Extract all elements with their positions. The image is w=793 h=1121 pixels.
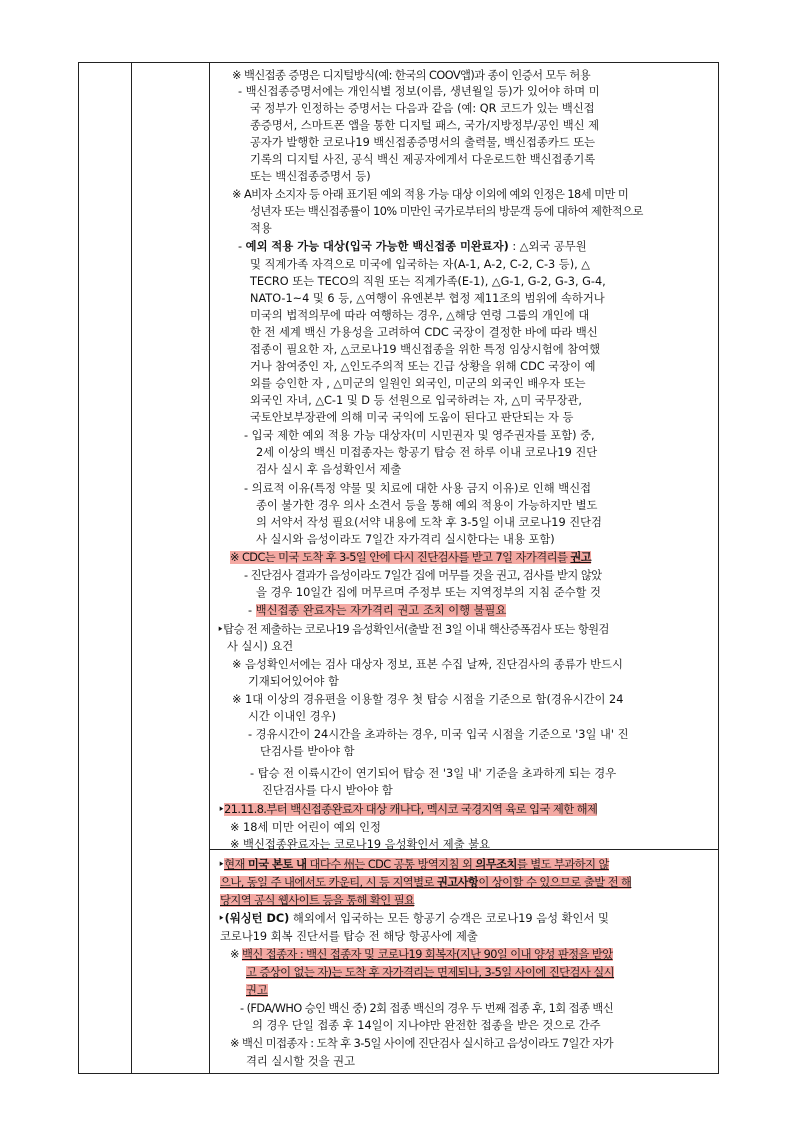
text-segment: 국 정부가 인정하는 증명서는 다음과 같음 (예: QR 코드가 있는 백신접 [250, 102, 595, 115]
text-segment: ※ 백신 미접종자 : 도착 후 3-5일 사이에 진단검사 실시하고 음성이라도 7일간 자가 [230, 1037, 613, 1050]
text-line [256, 585, 601, 600]
text-segment: 단검사를 받아야 함 [260, 745, 355, 758]
text-segment: 21.11.8.부터 백신접종완료자 대상 캐나다, 멕시코 국경지역 육로 입국 제한 해제 [224, 803, 598, 816]
text-line [250, 291, 605, 306]
text-line [250, 152, 595, 167]
text-line [230, 837, 490, 852]
text-segment: 으나, 동일 주 내에서도 카운티, 시 등 지역별로 [220, 876, 437, 889]
text-line [256, 462, 401, 477]
text-segment: ※ A비자 소지자 등 아래 표기된 예외 적용 가능 대상 이외에 예외 인정은 18세 미만 미 [232, 188, 629, 201]
text-segment: 접종이 필요한 자, △코로나19 백신접종을 위한 특정 임상시험에 참여했 [250, 343, 601, 356]
text-line [260, 744, 355, 759]
text-line [250, 359, 596, 374]
text-segment: 국토안보부장관에 의해 미국 국익에 도움이 된다고 판단되는 자 등 [250, 411, 574, 424]
text-line [248, 709, 336, 724]
text-segment: ※ CDC는 미국 도착 후 3-5일 안에 다시 진단검사를 받고 7일 자가격리를 [230, 551, 571, 564]
text-segment: - 경유시간이 24시간을 초과하는 경우, 미국 입국 시점을 기준으로 '3일 내' 진 [248, 728, 629, 741]
text-segment: 예외 적용 가능 대상(입국 가능한 백신접종 미완료자) [245, 240, 509, 253]
text-segment: 적용 [250, 222, 272, 235]
text-line [250, 204, 643, 219]
text-line [218, 911, 609, 926]
column-divider-2 [209, 63, 210, 1073]
text-segment: 2세 이상의 백신 미접종자는 항공기 탑승 전 하루 이내 코로나19 진단 [256, 446, 598, 459]
text-segment: 현재 [224, 858, 248, 871]
text-line [250, 274, 606, 289]
text-segment: 를 별도 부과하지 않 [516, 858, 609, 871]
text-segment: 해외에서 입국하는 모든 항공기 승객은 코로나19 음성 확인서 및 [289, 912, 609, 925]
text-segment: ‣탑승 전 제출하는 코로나19 음성확인서(출발 전 3일 이내 핵산증폭검사 또는 항원검 [217, 623, 609, 636]
text-line [250, 393, 582, 408]
text-segment: 백신접종 완료자는 자가격리 권고 조치 이행 불필요 [255, 604, 507, 617]
text-line [246, 965, 614, 980]
text-segment: 고 증상이 없는 자)는 도착 후 자가격리는 면제되나, 3-5일 사이에 진단검사 실시 [246, 966, 615, 979]
text-segment: 권고 [246, 984, 268, 997]
text-segment: 미국의 법적의무에 따라 여행하는 경우, △해당 연령 그룹의 개인에 대 [250, 309, 590, 322]
text-line [250, 257, 590, 272]
text-segment: 공자가 발행한 코로나19 백신접종증명서의 출력물, 백신접종카드 또는 [250, 136, 596, 149]
text-segment: 성년자 또는 백신접종률이 10% 미만인 국가로부터의 방문객 등에 대하여 제한적으로 [250, 205, 643, 218]
text-segment: ※ [230, 948, 242, 961]
text-line [232, 657, 623, 672]
text-line [232, 692, 623, 707]
text-line [218, 802, 597, 817]
text-line [246, 1054, 355, 1069]
text-segment: - 백신접종증명서에는 개인식별 정보(이름, 생년월일 등)가 있어야 하며 미 [238, 85, 600, 98]
text-segment: 종증명서, 스마트폰 앱을 통한 디지털 패스, 국가/지방정부/공인 백신 제 [250, 119, 600, 132]
text-segment: 사 실시와 음성이라도 7일간 자가격리 실시한다는 내용 포함) [256, 533, 555, 546]
text-line [238, 239, 587, 254]
text-segment: 사 실시) 요건 [227, 640, 294, 653]
text-line [230, 1036, 613, 1051]
text-line [218, 857, 609, 872]
text-line [250, 308, 589, 323]
text-segment: - 의료적 이유(특정 약물 및 치료에 대한 사용 금지 이유)로 인해 백신접 [244, 482, 592, 495]
text-line [230, 550, 591, 565]
text-line [238, 84, 600, 99]
text-line [248, 727, 629, 742]
text-line [240, 1001, 613, 1016]
text-segment: 외국인 자녀, △C-1 및 D 등 선원으로 입국하려는 자, △미 국무장관, [250, 394, 582, 407]
text-line [244, 568, 602, 583]
text-segment: : △외국 공무원 [508, 240, 587, 253]
text-segment: ※ 1대 이상의 경유편을 이용할 경우 첫 탑승 시점을 기준으로 함(경유시간이 24 [232, 693, 624, 706]
text-line [244, 481, 591, 496]
text-line [248, 674, 339, 689]
text-segment: TECRO 또는 TECO의 직원 또는 직계가족(E-1), △G-1, G-2, G-3, G-4, [250, 275, 606, 288]
text-segment: 당지역 공식 웹사이트 등을 통해 확인 필요 [220, 894, 415, 907]
text-segment: ※ 백신접종 증명은 디지털방식(예: 한국의 COOV앱)과 종이 인증서 모두 허용 [232, 69, 591, 82]
text-line [250, 410, 573, 425]
text-segment: 권고 [570, 551, 592, 564]
text-line [232, 68, 590, 83]
text-segment: 권고사항 [436, 876, 479, 889]
text-line [250, 118, 599, 133]
text-segment: 검사 실시 후 음성확인서 제출 [256, 463, 402, 476]
text-segment: 한 전 세계 백신 가용성을 고려하여 CDC 국장이 결정한 바에 따라 백신 [250, 326, 598, 339]
text-segment: - 탑승 전 이륙시간이 연기되어 탑승 전 '3일 내' 기준을 초과하게 되는 경우 [250, 767, 617, 780]
text-line [262, 783, 393, 798]
column-divider-1 [131, 63, 132, 1073]
text-line [232, 187, 628, 202]
text-line [250, 221, 272, 236]
text-segment: 미국 본토 내 [247, 858, 307, 871]
text-segment: 또는 백신접종증명서 등) [250, 170, 371, 183]
text-segment: - 입국 제한 예외 적용 가능 대상자(미 시민권자 및 영주권자를 포함) 중, [244, 429, 595, 442]
text-segment: 기록의 디지털 사진, 공식 백신 제공자에게서 다운로드한 백신접종기록 [250, 153, 596, 166]
text-segment: 의 경우 단일 접종 후 14일이 지나야만 완전한 접종을 받은 것으로 간주 [252, 1019, 601, 1032]
text-segment: (워싱턴 DC) [224, 912, 290, 925]
text-segment: 코로나19 회복 진단서를 탑승 전 해당 항공사에 제출 [220, 930, 478, 943]
text-segment: 거나 참여중인 자, △인도주의적 또는 긴급 상황을 위해 CDC 국장이 예 [250, 360, 596, 373]
text-segment: 대다수 州는 CDC 공통 방역지침 외 [306, 858, 476, 871]
text-line [220, 875, 631, 890]
text-line [227, 639, 293, 654]
text-segment: 기재되어있어야 함 [248, 675, 339, 688]
text-line [250, 342, 600, 357]
text-line [252, 1018, 601, 1033]
text-line [256, 515, 602, 530]
text-line [244, 428, 595, 443]
text-segment: 백신 접종자 : 백신 접종자 및 코로나19 회복자(지난 90일 이내 양성 판정을 받았 [241, 948, 613, 961]
text-segment: 의무조치 [475, 858, 517, 871]
text-line [250, 101, 595, 116]
text-line [246, 983, 268, 998]
text-line [256, 445, 597, 460]
text-segment: - [248, 604, 256, 617]
text-line [217, 622, 609, 637]
text-segment: NATO-1~4 및 6 등, △여행이 유엔본부 협정 제11조의 범위에 속하거나 [250, 292, 605, 305]
text-segment: 진단검사를 다시 받아야 함 [262, 784, 393, 797]
text-line [230, 820, 381, 835]
text-segment: - (FDA/WHO 승인 백신 중) 2회 접종 백신의 경우 두 번째 접종 후, 1회 접종 백신 [240, 1002, 614, 1015]
text-segment: 격리 실시할 것을 권고 [246, 1055, 355, 1068]
text-segment: ※ 음성확인서에는 검사 대상자 정보, 표본 수집 날짜, 진단검사의 종류가 반드시 [232, 658, 623, 671]
text-line [248, 603, 506, 618]
text-segment: ‣ [218, 912, 225, 925]
text-segment: ※ 18세 미만 어린이 예외 인정 [230, 821, 381, 834]
text-line [220, 929, 478, 944]
text-line [250, 169, 371, 184]
text-line [250, 766, 616, 781]
text-segment: 을 경우 10일간 집에 머무르며 주정부 또는 지역정부의 지침 준수할 것 [256, 586, 601, 599]
text-segment: 시간 이내인 경우) [248, 710, 336, 723]
text-line [256, 498, 597, 513]
text-segment: ※ 백신접종완료자는 코로나19 음성확인서 제출 불요 [230, 838, 491, 851]
text-line [256, 532, 555, 547]
text-segment: 종이 불가한 경우 의사 소견서 등을 통해 예외 적용이 가능하지만 별도 [256, 499, 598, 512]
text-segment: 외를 승인한 자 , △미군의 일원인 외국인, 미군의 외국인 배우자 또는 [250, 377, 586, 390]
text-line [250, 376, 586, 391]
text-segment: - [238, 240, 246, 253]
text-segment: 이 상이할 수 있으므로 출발 전 해 [478, 876, 632, 889]
text-segment: 및 직계가족 자격으로 미국에 입국하는 자(A-1, A-2, C-2, C-3 등), △ [250, 258, 590, 271]
text-line [220, 893, 414, 908]
text-segment: ‣ [218, 858, 225, 871]
text-segment: - 진단검사 결과가 음성이라도 7일간 집에 머무를 것을 권고, 검사를 받지 않았 [244, 569, 602, 582]
text-line [250, 325, 598, 340]
text-line [230, 947, 613, 962]
text-line [250, 135, 595, 150]
text-segment: ‣ [218, 803, 225, 816]
text-segment: 의 서약서 작성 필요(서약 내용에 도착 후 3-5일 이내 코로나19 진단검 [256, 516, 602, 529]
